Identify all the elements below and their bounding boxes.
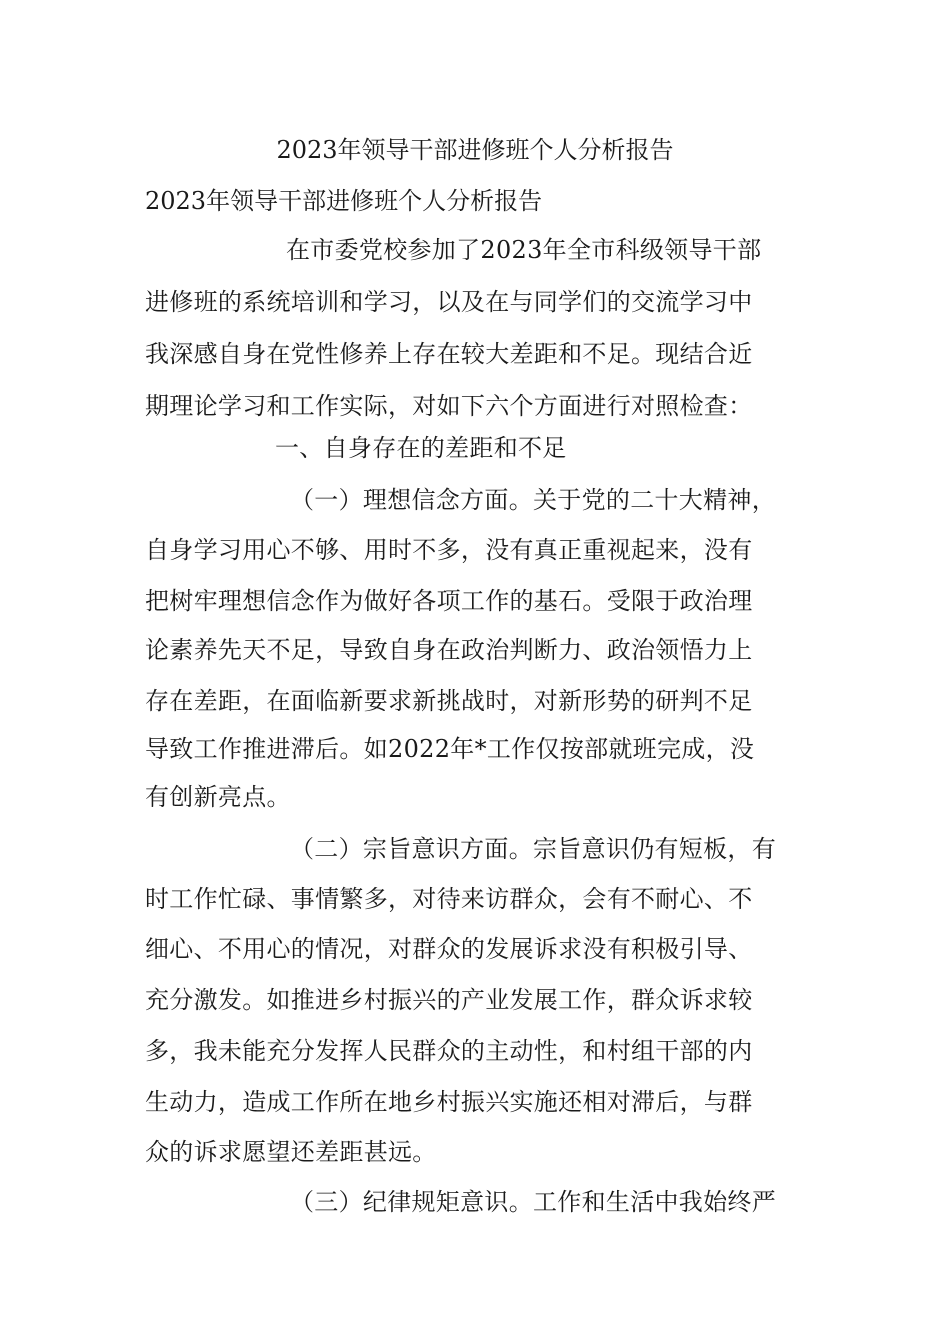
body-line: 充分激发。如推进乡村振兴的产业发展工作，群众诉求较 <box>145 986 753 1014</box>
body-line: 导致工作推进滞后。如2022年*工作仅按部就班完成，没 <box>145 735 755 763</box>
body-line: 论素养先天不足，导致自身在政治判断力、政治领悟力上 <box>145 636 753 664</box>
section-heading: 一、自身存在的差距和不足 <box>275 434 567 462</box>
body-line: 期理论学习和工作实际，对如下六个方面进行对照检查： <box>145 392 753 420</box>
body-line: 在市委党校参加了2023年全市科级领导干部 <box>286 236 762 264</box>
body-line: 进修班的系统培训和学习，以及在与同学们的交流学习中 <box>145 288 753 316</box>
body-line: 自身学习用心不够、用时不多，没有真正重视起来，没有 <box>145 536 753 564</box>
body-line: 众的诉求愿望还差距甚远。 <box>145 1138 437 1166</box>
body-line: 有创新亮点。 <box>145 783 291 811</box>
body-line: 存在差距，在面临新要求新挑战时，对新形势的研判不足 <box>145 687 753 715</box>
body-line: 生动力，造成工作所在地乡村振兴实施还相对滞后，与群 <box>145 1088 753 1116</box>
body-line: 时工作忙碌、事情繁多，对待来访群众，会有不耐心、不 <box>145 885 753 913</box>
document-title: 2023年领导干部进修班个人分析报告 <box>276 136 674 164</box>
document-subtitle: 2023年领导干部进修班个人分析报告 <box>145 187 543 215</box>
body-line: （一）理想信念方面。关于党的二十大精神， <box>290 486 776 514</box>
body-line: 我深感自身在党性修养上存在较大差距和不足。现结合近 <box>145 340 753 368</box>
body-line: （三）纪律规矩意识。工作和生活中我始终严 <box>290 1188 776 1216</box>
body-line: （二）宗旨意识方面。宗旨意识仍有短板，有 <box>290 835 776 863</box>
body-line: 多，我未能充分发挥人民群众的主动性，和村组干部的内 <box>145 1037 753 1065</box>
body-line: 把树牢理想信念作为做好各项工作的基石。受限于政治理 <box>145 587 753 615</box>
body-line: 细心、不用心的情况，对群众的发展诉求没有积极引导、 <box>145 935 753 963</box>
